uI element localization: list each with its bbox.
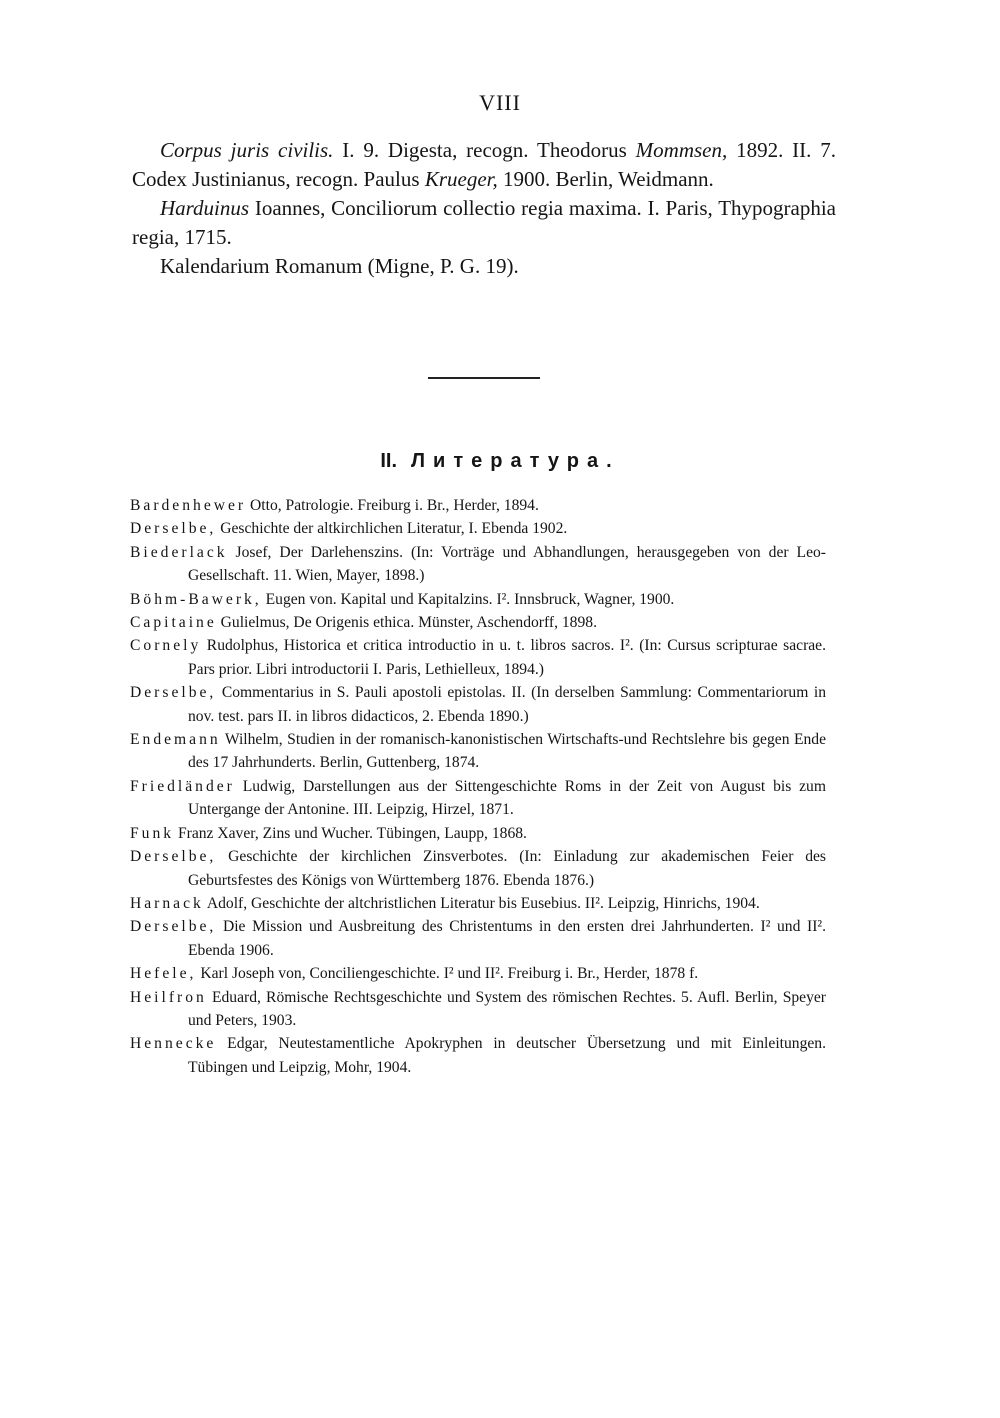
section-heading bbox=[0, 450, 1000, 473]
source-text: 1900. Berlin, Weidmann. bbox=[497, 167, 714, 191]
entry-author: Derselbe, bbox=[130, 520, 217, 538]
bibliography-entry bbox=[130, 634, 826, 681]
entry-author: Derselbe, bbox=[130, 918, 217, 936]
section-divider bbox=[428, 377, 540, 379]
bibliography-entry bbox=[130, 775, 826, 822]
bibliography-entry bbox=[130, 845, 826, 892]
editor-name: Krueger, bbox=[424, 167, 498, 191]
entry-author: Bardenhewer bbox=[130, 497, 247, 514]
entry-text: Franz Xaver, Zins und Wucher. Tübingen, Laupp, 1868. bbox=[174, 824, 527, 842]
entry-text: Otto, Patrologie. Freiburg i. Br., Herder, 1894. bbox=[246, 497, 539, 514]
bibliography-entry bbox=[130, 541, 826, 588]
bibliography-entry bbox=[130, 892, 826, 915]
entry-text: Die Mission und Ausbreitung des Christentums in den ersten drei Jahrhunderten. I² und II². Ebenda 1906. bbox=[188, 918, 826, 959]
entry-author: Harnack bbox=[130, 894, 204, 912]
entry-author: Capitaine bbox=[130, 614, 217, 632]
bibliography-entry bbox=[130, 611, 826, 634]
bibliography-list bbox=[130, 494, 826, 1079]
entry-text: Edgar, Neutestamentliche Apokryphen in deutscher Übersetzung und mit Einleitungen. Tübingen und Leipzig, Mohr, 1904. bbox=[188, 1035, 826, 1076]
entry-author: Derselbe, bbox=[130, 684, 217, 702]
source-text: Ioannes, Conciliorum collectio regia maxima. I. Paris, Thypographia regia, 1715. bbox=[132, 196, 836, 249]
bibliography-entry bbox=[130, 681, 826, 728]
entry-text: Gulielmus, De Origenis ethica. Münster, Aschendorff, 1898. bbox=[216, 614, 597, 632]
entry-author: Heilfron bbox=[130, 988, 207, 1006]
bibliography-entry bbox=[130, 1032, 826, 1079]
entry-text: Josef, Der Darlehenszins. (In: Vorträge und Abhandlungen, herausgegeben von der Leo-Gesellschaft. 11. Wien, Mayer, 1898.) bbox=[188, 543, 826, 585]
entry-text: Rudolphus, Historica et critica introductio in u. t. libros sacros. I². (In: Cursus scripturae sacrae. Pars prior. Libri introductorii I. Paris, Lethielleux, 1894.) bbox=[188, 637, 826, 678]
entry-author: Biederlack bbox=[130, 543, 228, 561]
entry-text: Eugen von. Kapital und Kapitalzins. I². Innsbruck, Wagner, 1900. bbox=[261, 590, 675, 608]
entry-author: Hefele, bbox=[130, 965, 197, 983]
source-entry bbox=[132, 194, 836, 252]
entry-author: Cornely bbox=[130, 637, 202, 655]
source-text: 1892. II. 7. Codex Justinianus, recogn. Paulus bbox=[132, 138, 836, 191]
source-text: I. 9. Digesta, recogn. Theodorus bbox=[333, 138, 636, 162]
bibliography-entry bbox=[130, 517, 826, 540]
source-entry bbox=[132, 136, 836, 194]
bibliography-entry bbox=[130, 588, 826, 611]
bibliography-entry bbox=[130, 728, 826, 775]
source-entry bbox=[132, 252, 836, 281]
source-author: Harduinus bbox=[160, 196, 250, 220]
entry-author: Funk bbox=[130, 824, 175, 842]
entry-text: Geschichte der kirchlichen Zinsverbotes. (In: Einladung zur akademischen Feier des Geburtsfestes des Königs von Württemberg 1876. Ebenda 1876.) bbox=[188, 848, 826, 889]
page-number: VIII bbox=[479, 90, 521, 115]
sources-list bbox=[132, 136, 836, 281]
entry-text: Ludwig, Darstellungen aus der Sittengeschichte Roms in der Zeit von August bis zum Untergange der Antonine. III. Leipzig, Hirzel, 1871. bbox=[188, 777, 826, 819]
bibliography-entry bbox=[130, 915, 826, 962]
entry-author: Derselbe, bbox=[130, 848, 217, 866]
entry-text: Commentarius in S. Pauli apostoli epistolas. II. (In derselben Sammlung: Commentariorum in nov. test. pars II. in libros didacticos, 2. Ebenda 1890.) bbox=[188, 684, 826, 725]
entry-text: Wilhelm, Studien in der romanisch-kanonistischen Wirtschafts-und Rechtslehre bis gegen Ende des 17 Jahrhunderts. Berlin, Guttenberg, 1874. bbox=[188, 731, 826, 772]
entry-author: Endemann bbox=[130, 731, 221, 749]
bibliography-entry bbox=[130, 962, 826, 985]
bibliography-entry bbox=[130, 822, 826, 845]
editor-name: Mommsen, bbox=[635, 138, 728, 162]
entry-text: Eduard, Römische Rechtsgeschichte und System des römischen Rechtes. 5. Aufl. Berlin, Speyer und Peters, 1903. bbox=[188, 988, 826, 1029]
entry-text: Adolf, Geschichte der altchristlichen Literatur bis Eusebius. II². Leipzig, Hinrichs, 1904. bbox=[203, 894, 760, 912]
bibliography-entry bbox=[130, 494, 826, 517]
entry-author: Friedländer bbox=[130, 777, 235, 795]
source-title: Corpus juris civilis. bbox=[160, 138, 334, 162]
entry-author: Böhm-Bawerk, bbox=[130, 590, 262, 608]
section-title: Литература. bbox=[411, 450, 620, 472]
bibliography-entry bbox=[130, 986, 826, 1033]
entry-author: Hennecke bbox=[130, 1035, 217, 1053]
entry-text: Geschichte der altkirchlichen Literatur, I. Ebenda 1902. bbox=[216, 520, 568, 538]
source-text: Kalendarium Romanum (Migne, P. G. 19). bbox=[160, 254, 519, 278]
section-number: II. bbox=[380, 450, 398, 472]
entry-text: Karl Joseph von, Conciliengeschichte. I² und II². Freiburg i. Br., Herder, 1878 f. bbox=[196, 965, 699, 983]
